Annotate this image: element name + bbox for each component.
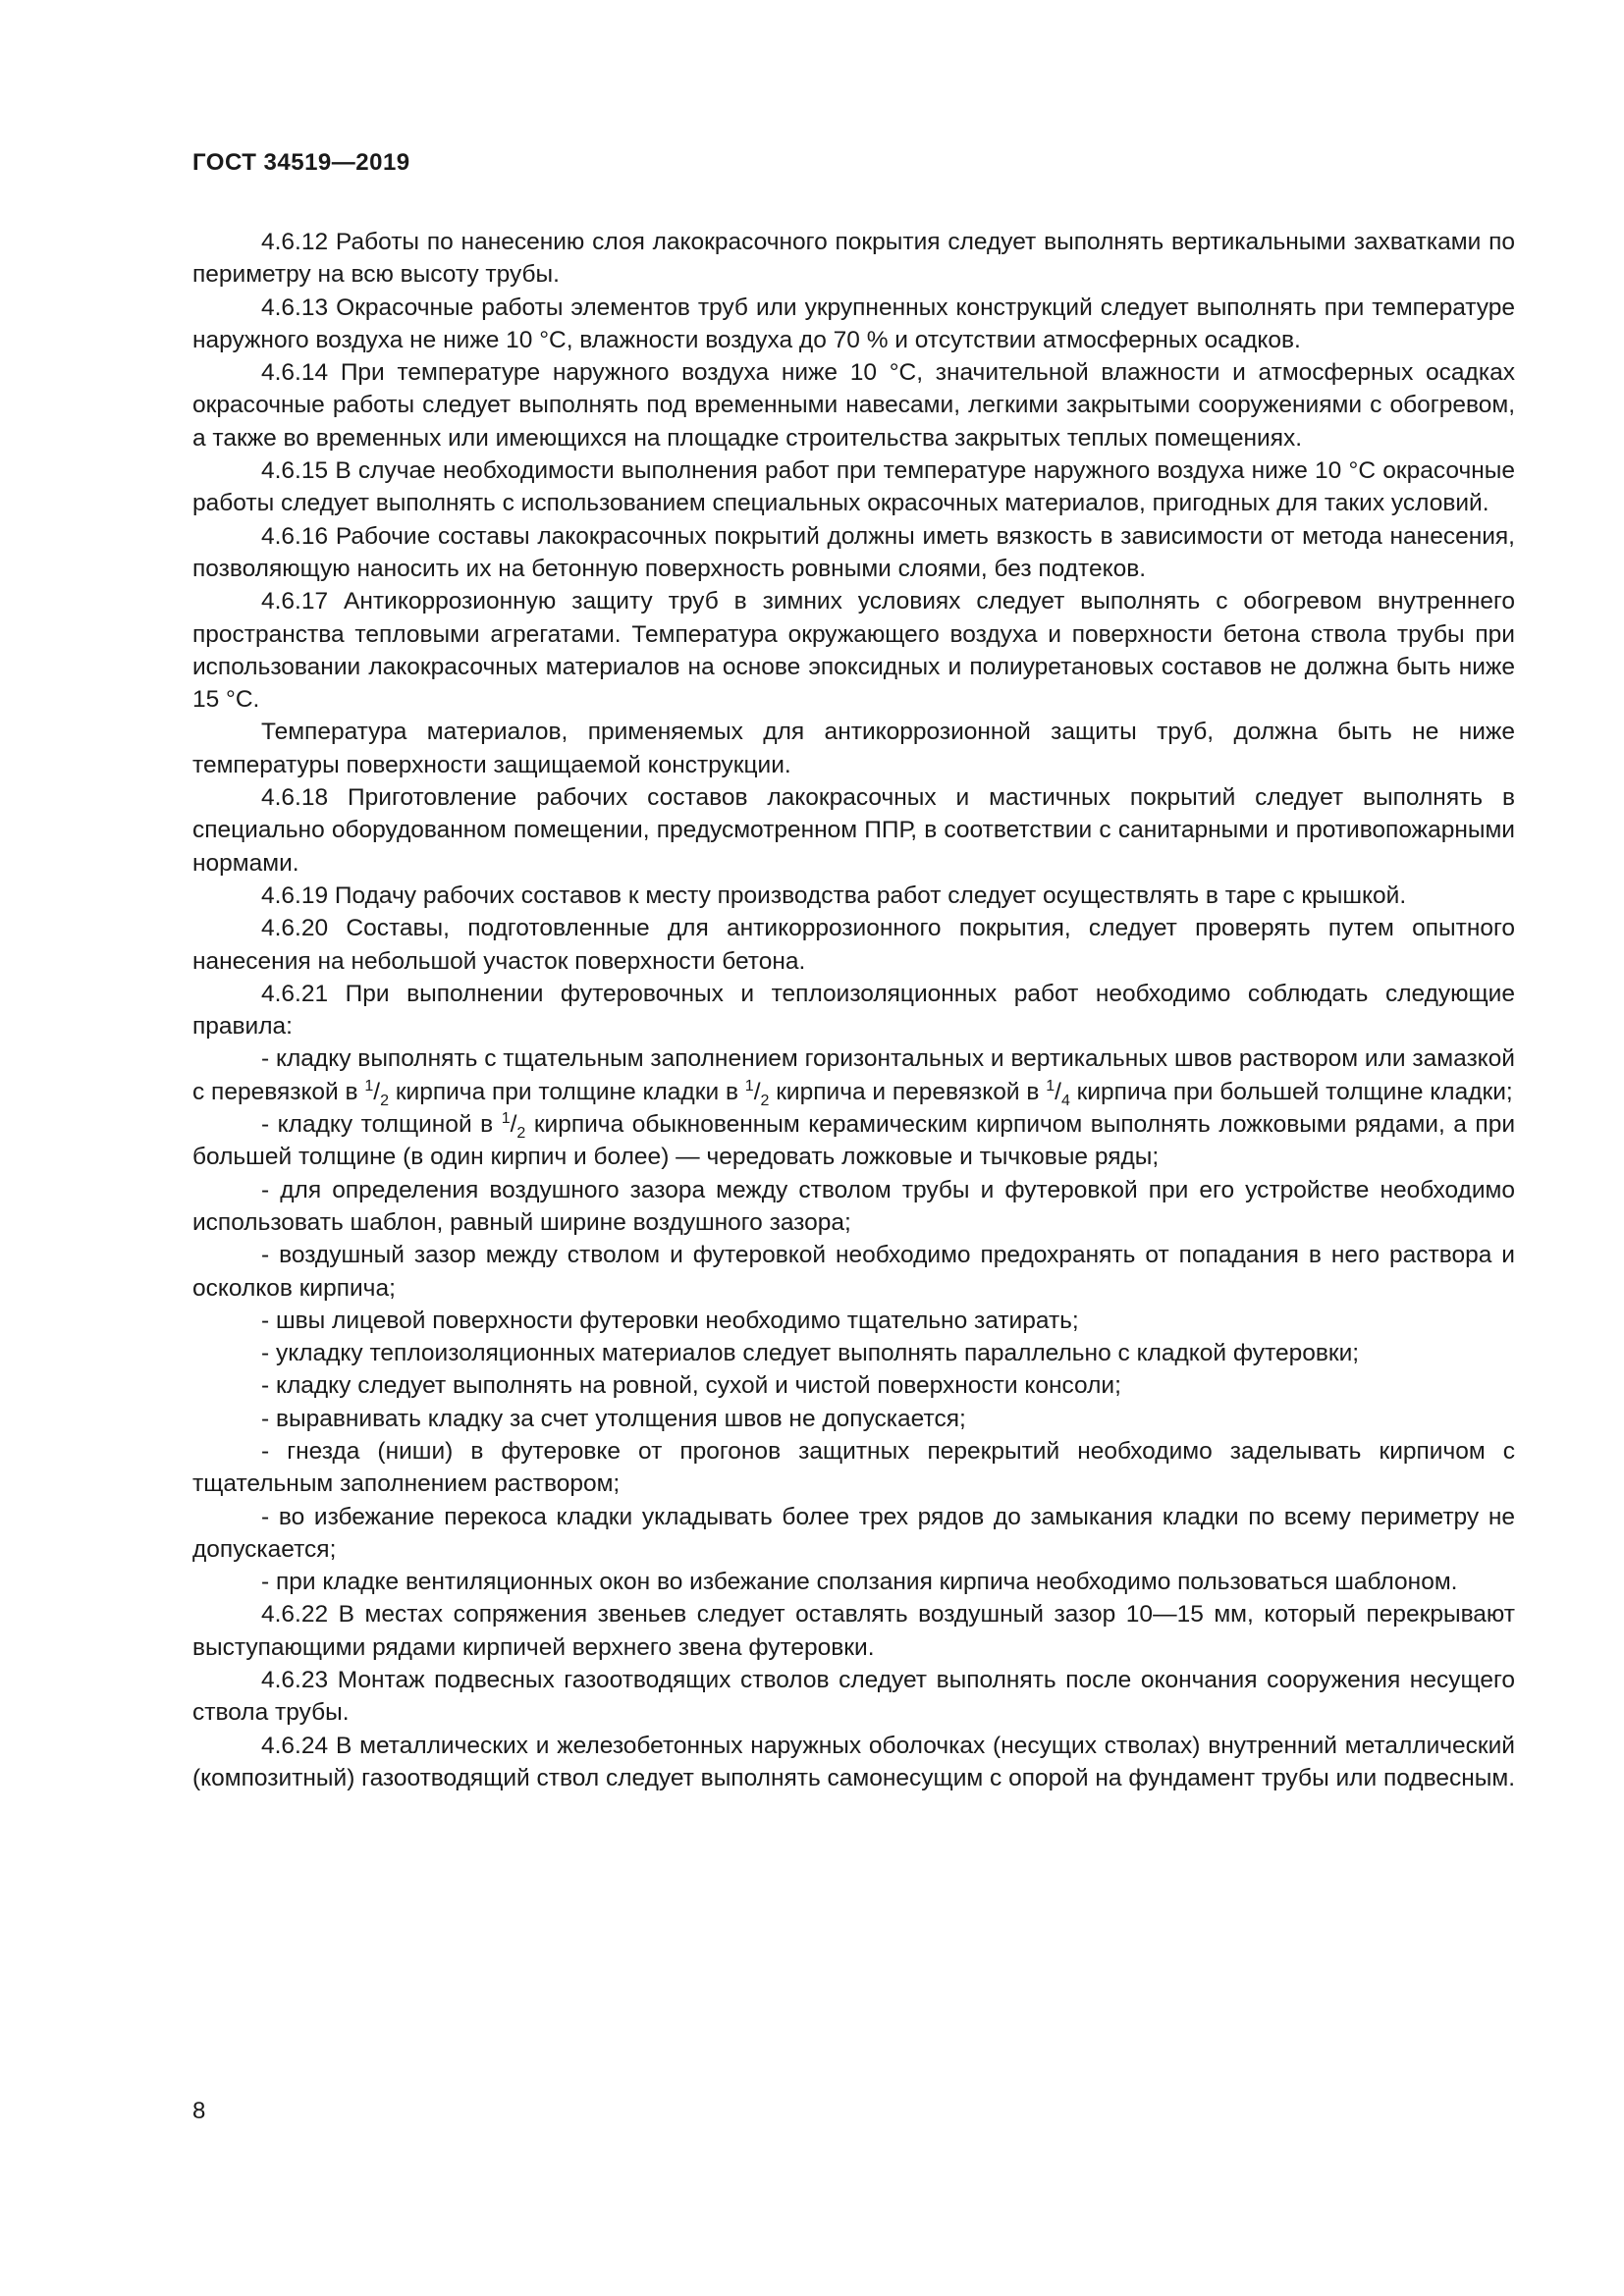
bullet-spoon-rows (192, 1108, 1515, 1174)
half-fraction: $^1/_2$ (501, 1109, 526, 1142)
bullet-masonry-joints (192, 1042, 1515, 1108)
bullet-insulation: - укладку теплоизоляционных материалов следует выполнять параллельно с кладкой футеровки; (261, 1340, 1360, 1367)
bullet-vent-windows: - при кладке вентиляционных окон во избежание сползания кирпича необходимо пользоваться шаблоном. (261, 1569, 1458, 1596)
paragraph-4-6-13: 4.6.13 Окрасочные работы элементов труб или укрупненных конструкций следует выполнять при температуре наружного воздуха не ниже 10 °С, влажности воздуха до 70 % и отсутствии атмосферных осадков. (192, 294, 1515, 353)
bullet-niches: - гнезда (ниши) в футеровке от прогонов защитных перекрытий необходимо заделывать кирпичом с тщательным заполнением раствором; (192, 1437, 1515, 1498)
paragraph-4-6-16: 4.6.16 Рабочие составы лакокрасочных покрытий должны иметь вязкость в зависимости от метода нанесения, позволяющую наносить их на бетонную поверхность ровными слоями, без подтеков. (192, 522, 1515, 582)
bullet-spoon-text-2: кирпича обыкновенным керамическим кирпичом выполнять ложковыми рядами, а при большей толщине (в один кирпич и более) — чередовать ложковые и тычковые ряды; (192, 1111, 1516, 1171)
paragraph-4-6-17: 4.6.17 Антикоррозионную защиту труб в зимних условиях следует выполнять с обогревом внутреннего пространства тепловыми агрегатами. Температура окружающего воздуха и поверхности бетона ствола трубы при использовании лакокрасочных материалов на основе эпоксидных и полиуретановых составов не должна быть ниже 15 °С. (192, 588, 1515, 714)
paragraph-4-6-21: 4.6.21 При выполнении футеровочных и теплоизоляционных работ необходимо соблюдать следующие правила: (192, 980, 1515, 1041)
page-number: 8 (192, 2098, 206, 2124)
paragraph-4-6-18: 4.6.18 Приготовление рабочих составов лакокрасочных и мастичных покрытий следует выполнять в специально оборудованном помещении, предусмотренном ППР, в соответствии с санитарными и противопожарными нормами. (192, 784, 1515, 877)
quarter-fraction: $^1/_4$ (1046, 1077, 1070, 1109)
bullet-masonry-text-4: кирпича при большей толщине кладки; (1069, 1078, 1513, 1105)
bullet-skew: - во избежание перекоса кладки укладывать более трех рядов до замыкания кладки по всему периметру не допускается; (192, 1503, 1515, 1563)
bullet-air-gap-template: - для определения воздушного зазора между стволом трубы и футеровкой при его устройстве необходимо использовать шаблон, равный ширине воздушного зазора; (192, 1176, 1515, 1236)
paragraph-4-6-15: 4.6.15 В случае необходимости выполнения работ при температуре наружного воздуха ниже 10 °С окрасочные работы следует выполнять с использованием специальных окрасочных материалов, пригодных для таких условий. (192, 457, 1515, 517)
paragraph-4-6-19: 4.6.19 Подачу рабочих составов к месту производства работ следует осуществлять в таре с крышкой. (261, 881, 1407, 909)
half-fraction: $^1/_2$ (744, 1077, 770, 1109)
paragraph-4-6-14: 4.6.14 При температуре наружного воздуха ниже 10 °С, значительной влажности и атмосферных осадках окрасочные работы следует выполнять под временными навесами, легкими закрытыми сооружениями с обогревом, а также во временных или имеющихся на площадке строительства закрытых теплых помещениях. (192, 359, 1515, 452)
bullet-masonry-text-1: - кладку выполнять с тщательным заполнением горизонтальных и вертикальных швов раствором или замазкой с перевязкой в (192, 1045, 1515, 1105)
body-text (192, 226, 1515, 1794)
bullet-spoon-text-1: - кладку толщиной в (261, 1111, 502, 1139)
bullet-masonry-text-3: кирпича и перевязкой в (769, 1078, 1047, 1105)
bullet-face-seams: - швы лицевой поверхности футеровки необходимо тщательно затирать; (261, 1307, 1079, 1334)
paragraph-4-6-20: 4.6.20 Составы, подготовленные для антикоррозионного покрытия, следует проверять путем опытного нанесения на небольшой участок поверхности бетона. (192, 915, 1515, 975)
paragraph-4-6-23: 4.6.23 Монтаж подвесных газоотводящих стволов следует выполнять после окончания сооружения несущего ствола трубы. (192, 1667, 1515, 1727)
standard-header: ГОСТ 34519—2019 (192, 149, 410, 176)
bullet-console-surface: - кладку следует выполнять на ровной, сухой и чистой поверхности консоли; (261, 1372, 1121, 1400)
paragraph-4-6-24: 4.6.24 В металлических и железобетонных наружных оболочках (несущих стволах) внутренний металлический (композитный) газоотводящий ствол следует выполнять самонесущим с опорой на фундамент трубы или подвесным. (192, 1732, 1516, 1791)
paragraph-temperature: Температура материалов, применяемых для антикоррозионной защиты труб, должна быть не ниже температуры поверхности защищаемой конструкции. (192, 719, 1515, 778)
half-fraction: $^1/_2$ (364, 1077, 390, 1109)
bullet-leveling: - выравнивать кладку за счет утолщения швов не допускается; (261, 1405, 966, 1432)
bullet-air-gap-protection: - воздушный зазор между стволом и футеровкой необходимо предохранять от попадания в него раствора и осколков кирпича; (192, 1242, 1515, 1302)
paragraph-4-6-22: 4.6.22 В местах сопряжения звеньев следует оставлять воздушный зазор 10—15 мм, который перекрывают выступающими рядами кирпичей верхнего звена футеровки. (192, 1601, 1515, 1661)
bullet-masonry-text-2: кирпича при толщине кладки в (389, 1078, 745, 1105)
paragraph-4-6-12: 4.6.12 Работы по нанесению слоя лакокрасочного покрытия следует выполнять вертикальными захватками по периметру на всю высоту трубы. (192, 229, 1515, 289)
